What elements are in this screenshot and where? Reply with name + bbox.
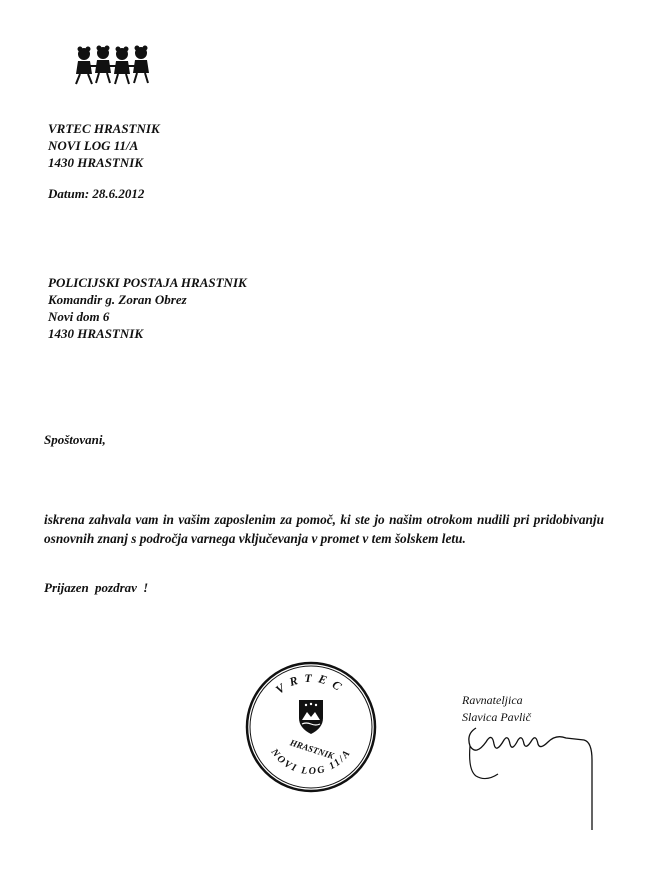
recipient-address [48,274,247,342]
stamp-center-text: HRASTNIK [288,737,336,761]
recipient-org: POLICIJSKI POSTAJA HRASTNIK [48,275,247,290]
letter-body: iskrena zahvala vam in vašim zaposlenim za pomoč, ki ste jo našim otrokom nudili pri pridobivanju osnovnih znanj s področja varnega vključevanja v promet v tem šolskem letu. [44,512,604,546]
sender-address [48,120,160,171]
stamp-bottom-text: NOVI LOG 11/A [268,746,354,778]
salutation: Spoštovani, [44,432,106,447]
official-stamp [244,660,378,794]
sender-name: VRTEC HRASTNIK [48,121,160,136]
recipient-street: Novi dom 6 [48,309,110,324]
signer-name: Slavica Pavlič [462,710,531,724]
sender-city: 1430 HRASTNIK [48,155,143,170]
signer-title: Ravnateljica [462,693,523,707]
sender-street: NOVI LOG 11/A [48,138,139,153]
letter-date: Datum: 28.6.2012 [48,186,145,201]
recipient-city: 1430 HRASTNIK [48,326,143,341]
kindergarten-logo [70,44,160,88]
stamp-top-text: VRTEC [272,671,350,697]
recipient-person: Komandir g. Zoran Obrez [48,292,187,307]
handwritten-signature [456,720,606,835]
closing: Prijazen pozdrav ! [44,580,149,595]
svg-text:VRTEC [273,671,349,697]
coat-of-arms-icon [299,700,323,734]
